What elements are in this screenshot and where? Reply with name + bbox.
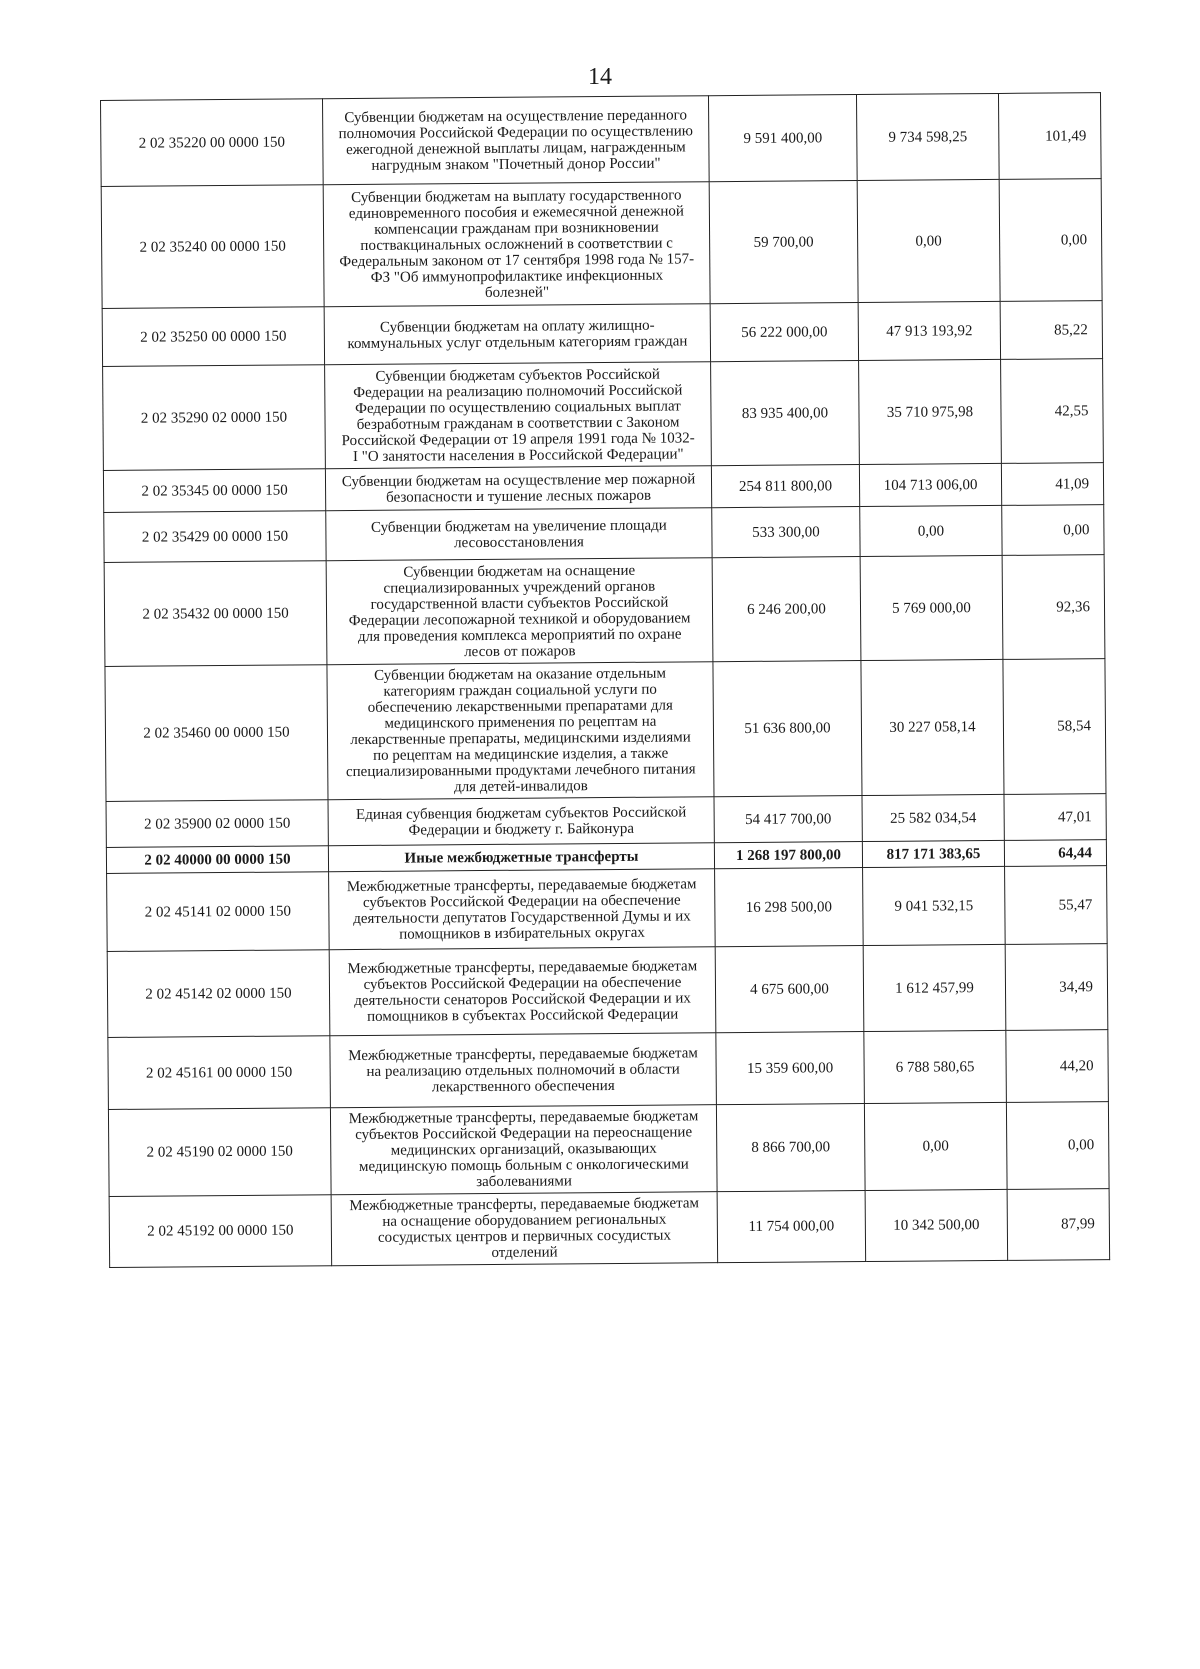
- budget-code: 2 02 35220 00 0000 150: [101, 99, 324, 187]
- actual-amount: 9 041 532,15: [863, 866, 1006, 945]
- plan-amount: 83 935 400,00: [711, 361, 860, 466]
- actual-amount: 30 227 058,14: [861, 659, 1004, 795]
- plan-amount: 16 298 500,00: [715, 868, 864, 947]
- table-row: [106, 794, 1106, 848]
- actual-amount: 0,00: [857, 179, 1000, 302]
- table-row: [109, 1189, 1110, 1268]
- table-row: [103, 359, 1104, 471]
- table-row: [108, 1030, 1109, 1110]
- actual-amount: 5 769 000,00: [860, 555, 1003, 660]
- row-description: Иные межбюджетные трансферты: [328, 843, 714, 872]
- row-description: Межбюджетные трансферты, передаваемые бюджетам субъектов Российской Федерации на переоснащение медицинских организаций, оказывающих медицинскую помощь больным с онкологическими заболеваниями: [330, 1105, 717, 1195]
- budget-code: 2 02 35900 02 0000 150: [106, 800, 328, 848]
- actual-amount: 9 734 598,25: [856, 93, 999, 180]
- plan-amount: 59 700,00: [709, 181, 858, 304]
- row-description: Межбюджетные трансферты, передаваемые бюджетам субъектов Российской Федерации на обеспечение деятельности сенаторов Российской Федерации и их помощников в субъектах Российской Федерации: [329, 947, 716, 1036]
- execution-percent: 92,36: [1002, 555, 1105, 660]
- plan-amount: 54 417 700,00: [714, 796, 862, 843]
- row-description: Межбюджетные трансферты, передаваемые бюджетам субъектов Российской Федерации на обеспечение деятельности депутатов Государственной Думы и их помощников в избирательных округах: [329, 869, 716, 950]
- plan-amount: 8 866 700,00: [716, 1104, 865, 1192]
- execution-percent: 41,09: [1001, 463, 1103, 506]
- budget-code: 2 02 45161 00 0000 150: [108, 1036, 331, 1110]
- budget-code: 2 02 40000 00 0000 150: [106, 846, 328, 874]
- budget-code: 2 02 35290 02 0000 150: [103, 365, 326, 471]
- row-description: Субвенции бюджетам на оказание отдельным категориям граждан социальной услуги по обеспечению лекарственными препаратами для медицинского применения по рецептам на лекарственные препараты, медицинскими изделиями по рецептам на медицинские изделия, а также специализированными продуктами лечебного питания для детей-инвалидов: [327, 662, 714, 800]
- budget-code: 2 02 35460 00 0000 150: [105, 665, 328, 802]
- actual-amount: 10 342 500,00: [865, 1189, 1008, 1261]
- budget-code: 2 02 45142 02 0000 150: [107, 950, 330, 1038]
- execution-percent: 0,00: [1006, 1102, 1109, 1190]
- execution-percent: 85,22: [1000, 301, 1102, 360]
- execution-percent: 64,44: [1004, 840, 1106, 867]
- execution-percent: 34,49: [1005, 944, 1108, 1031]
- budget-code: 2 02 45192 00 0000 150: [109, 1195, 332, 1268]
- actual-amount: 0,00: [860, 505, 1002, 556]
- plan-amount: 4 675 600,00: [715, 946, 864, 1033]
- actual-amount: 104 713 006,00: [859, 463, 1001, 506]
- plan-amount: 254 811 800,00: [711, 465, 859, 508]
- row-description: Межбюджетные трансферты, передаваемые бюджетам на реализацию отдельных полномочий в области лекарственного обеспечения: [330, 1033, 717, 1108]
- table-body: [101, 93, 1110, 1268]
- table-row: [101, 93, 1102, 187]
- row-description: Единая субвенция бюджетам субъектов Российской Федерации и бюджету г. Байконура: [328, 797, 714, 846]
- budget-code: 2 02 35429 00 0000 150: [104, 511, 326, 563]
- execution-percent: 58,54: [1003, 659, 1106, 795]
- row-description: Субвенции бюджетам на осуществление мер пожарной безопасности и тушение лесных пожаров: [325, 466, 711, 511]
- table-row: [107, 944, 1108, 1038]
- row-description: Субвенции бюджетам на выплату государственного единовременного пособия и ежемесячной денежной компенсации гражданам при возникновении поствакцинальных осложнений в соответствии с Федеральным законом от 17 сентября 1998 года № 157-ФЗ "Об иммунопрофилактике инфекционных болезней": [323, 182, 710, 307]
- actual-amount: 1 612 457,99: [863, 944, 1006, 1031]
- row-description: Субвенции бюджетам субъектов Российской Федерации на реализацию полномочий Российской Федерации по осуществлению социальных выплат безработным гражданам в соответствии с Законом Российской Федерации от 19 апреля 1991 года № 1032-I "О занятости населения в Российской Федерации": [325, 362, 712, 469]
- actual-amount: 0,00: [864, 1102, 1007, 1190]
- actual-amount: 47 913 193,92: [858, 301, 1000, 360]
- plan-amount: 1 268 197 800,00: [714, 842, 862, 869]
- budget-code: 2 02 35250 00 0000 150: [102, 307, 324, 367]
- execution-percent: 47,01: [1004, 794, 1106, 841]
- budget-code: 2 02 45141 02 0000 150: [107, 872, 330, 952]
- plan-amount: 56 222 000,00: [710, 303, 858, 362]
- budget-code: 2 02 35240 00 0000 150: [101, 185, 324, 309]
- plan-amount: 11 754 000,00: [717, 1191, 866, 1263]
- execution-percent: 101,49: [998, 93, 1101, 180]
- actual-amount: 817 171 383,65: [862, 840, 1004, 867]
- actual-amount: 25 582 034,54: [862, 794, 1004, 841]
- execution-percent: 0,00: [1002, 505, 1104, 556]
- budget-code: 2 02 35432 00 0000 150: [104, 561, 327, 667]
- plan-amount: 6 246 200,00: [712, 557, 861, 662]
- execution-percent: 87,99: [1007, 1189, 1110, 1261]
- table-row: [104, 555, 1105, 667]
- table-row: [102, 301, 1102, 367]
- plan-amount: 15 359 600,00: [716, 1032, 865, 1105]
- table-row: [107, 866, 1108, 952]
- execution-percent: 55,47: [1005, 866, 1108, 945]
- execution-percent: 44,20: [1006, 1030, 1109, 1103]
- actual-amount: 6 788 580,65: [864, 1030, 1007, 1103]
- row-description: Субвенции бюджетам на оплату жилищно-коммунальных услуг отдельным категориям граждан: [324, 304, 710, 365]
- row-description: Межбюджетные трансферты, передаваемые бюджетам на оснащение оборудованием региональных сосудистых центров и первичных сосудистых отделений: [331, 1192, 718, 1266]
- table-row: [108, 1102, 1109, 1197]
- plan-amount: 51 636 800,00: [713, 661, 862, 797]
- row-description: Субвенции бюджетам на оснащение специализированных учреждений органов государственной власти субъектов Российской Федерации лесопожарной техникой и оборудованием для проведения комплекса мероприятий по охране лесов от пожаров: [326, 558, 713, 665]
- page-number: 14: [588, 64, 612, 90]
- table-row: [105, 659, 1106, 802]
- execution-percent: 0,00: [999, 179, 1102, 302]
- plan-amount: 533 300,00: [712, 507, 860, 558]
- execution-percent: 42,55: [1001, 359, 1104, 464]
- plan-amount: 9 591 400,00: [708, 95, 857, 182]
- row-description: Субвенции бюджетам на осуществление переданного полномочия Российской Федерации по осуществлению ежегодной денежной выплаты лицам, награжденным нагрудным знаком "Почетный донор России": [322, 96, 709, 185]
- budget-code: 2 02 35345 00 0000 150: [103, 469, 325, 513]
- table-row: [101, 179, 1102, 309]
- budget-table: [100, 92, 1110, 1268]
- budget-code: 2 02 45190 02 0000 150: [108, 1108, 331, 1197]
- table-row: [104, 505, 1104, 563]
- row-description: Субвенции бюджетам на увеличение площади лесовосстановления: [326, 508, 712, 561]
- actual-amount: 35 710 975,98: [859, 359, 1002, 464]
